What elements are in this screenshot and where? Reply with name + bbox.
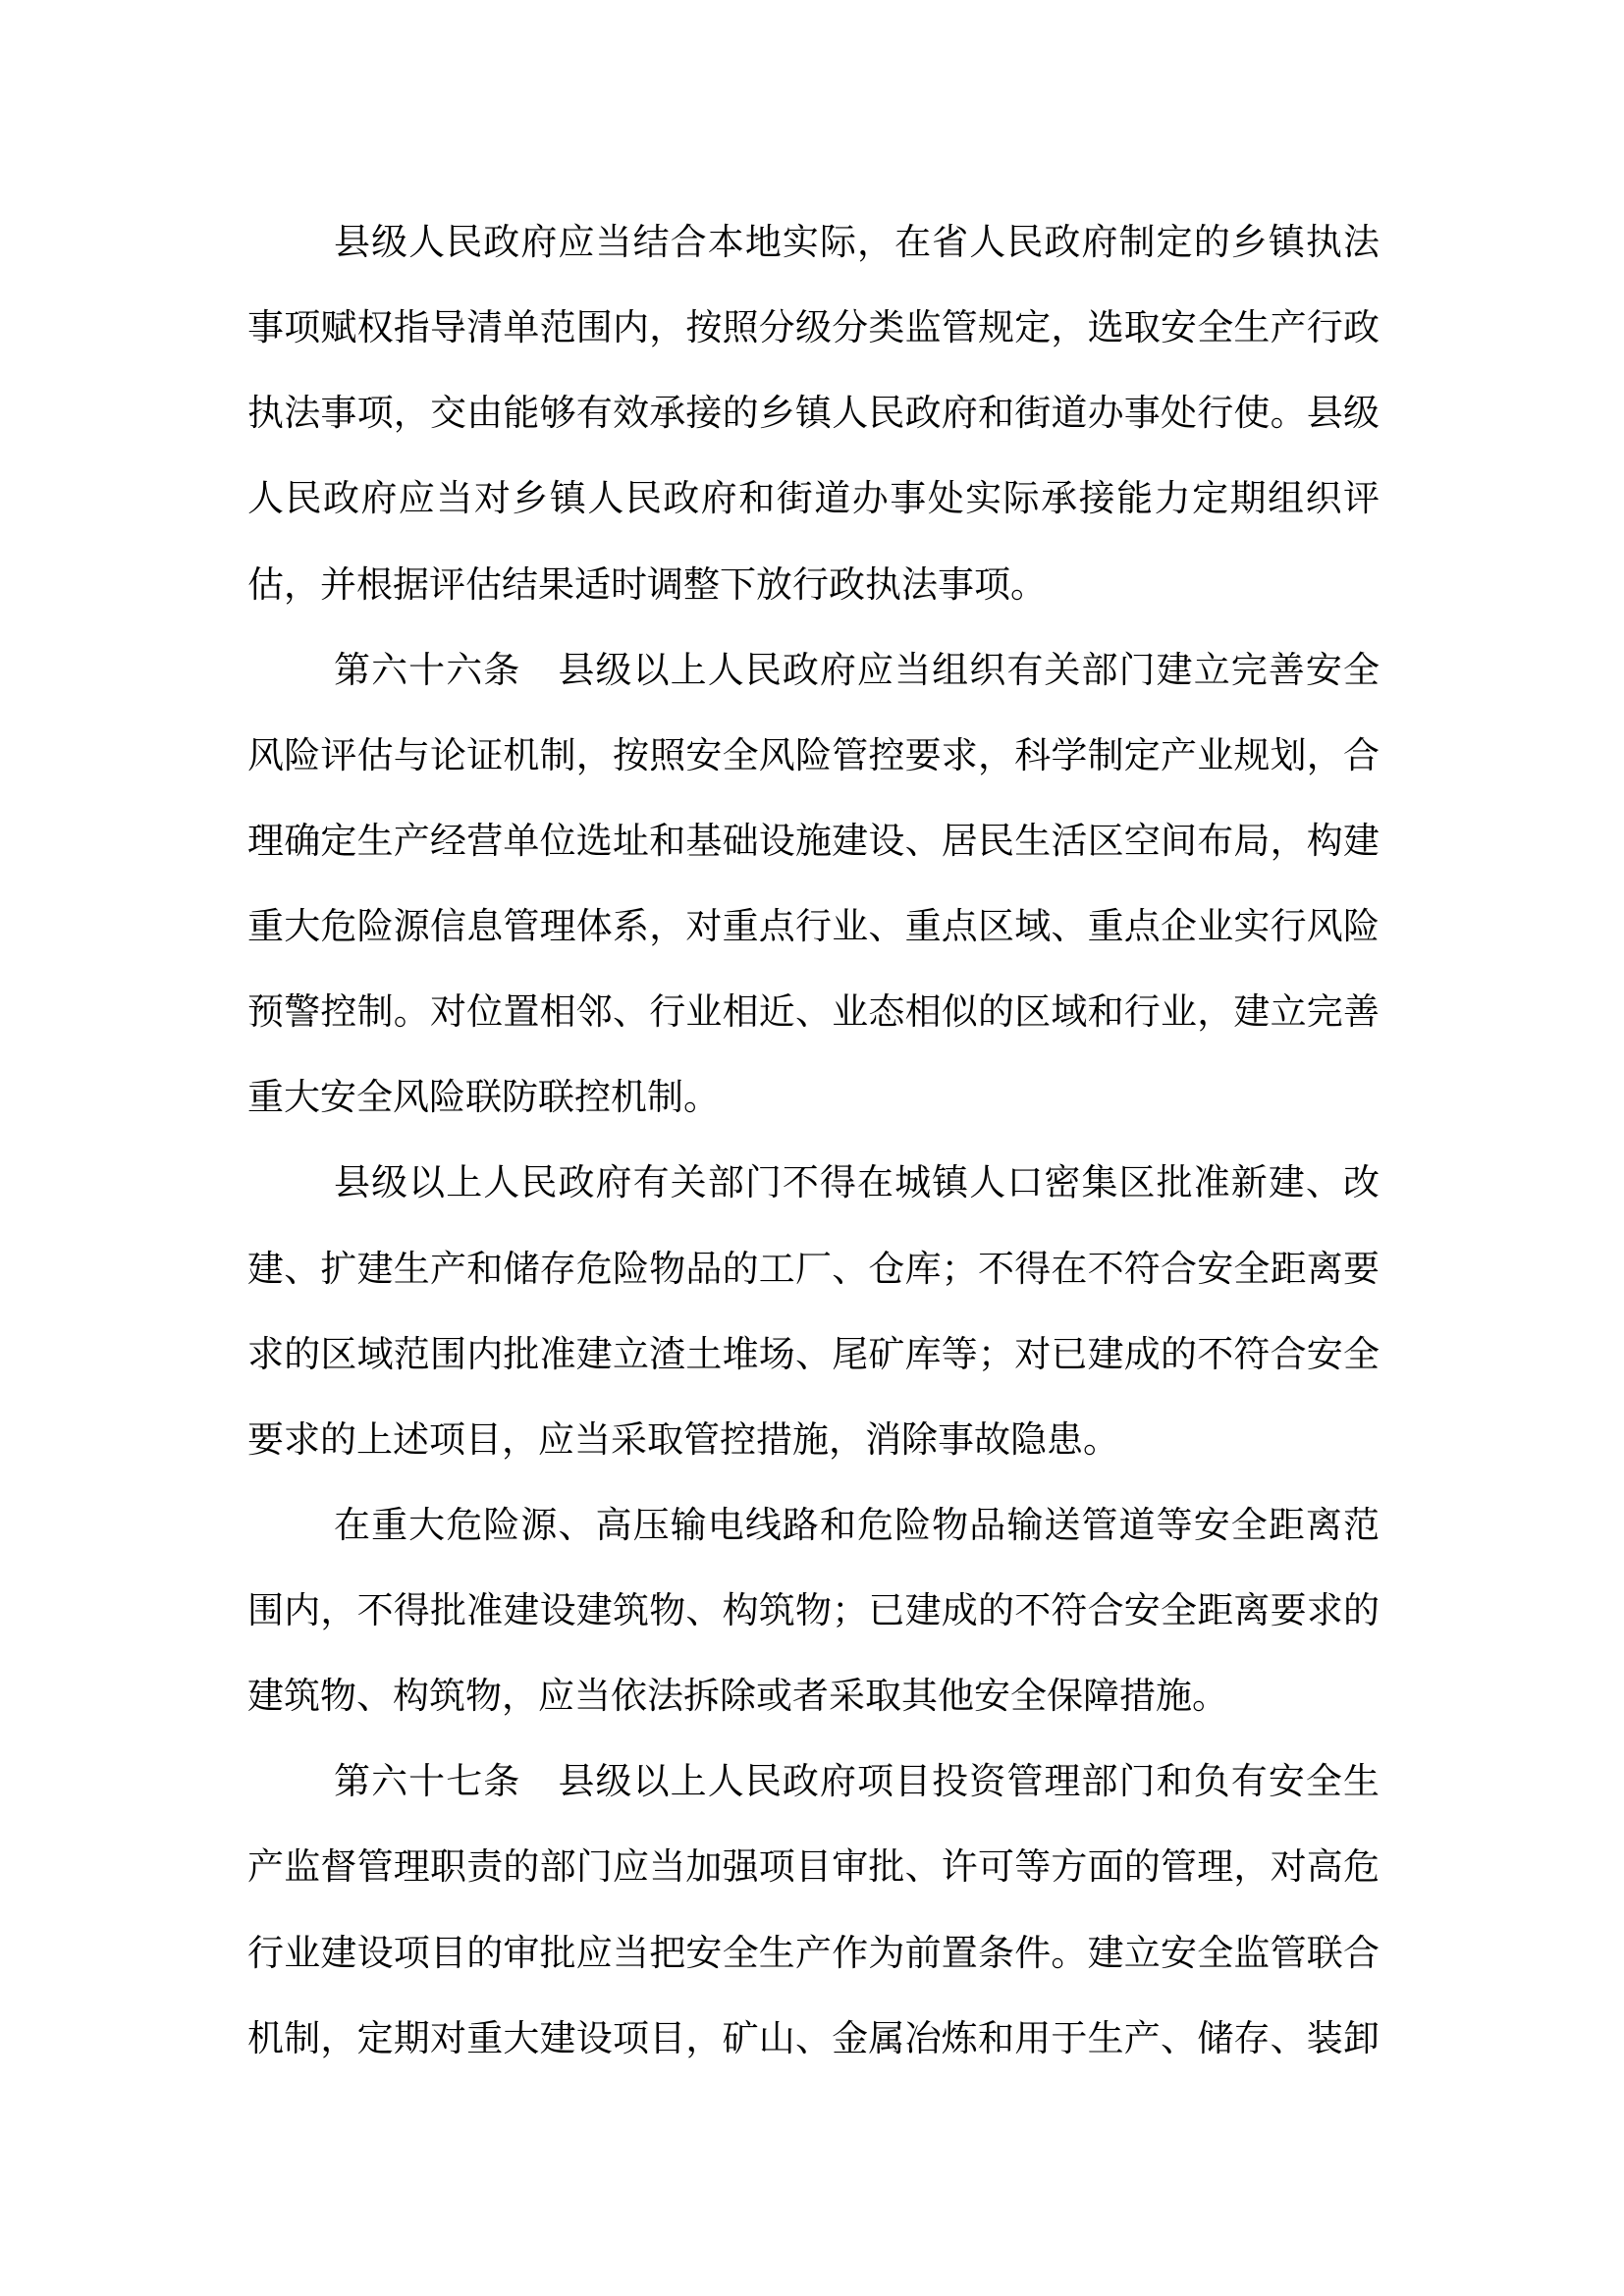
text-line: 事项赋权指导清单范围内，按照分级分类监管规定，选取安全生产行政 xyxy=(247,306,1380,348)
text-line: 机制，定期对重大建设项目，矿山、金属冶炼和用于生产、储存、装卸 xyxy=(247,2017,1380,2059)
article-heading-line: 第六十七条 县级以上人民政府项目投资管理部门和负有安全生 xyxy=(334,1760,1380,1802)
text-line: 重大危险源信息管理体系，对重点行业、重点区域、重点企业实行风险 xyxy=(247,905,1380,947)
article-heading-line: 第六十六条 县级以上人民政府应当组织有关部门建立完善安全 xyxy=(334,649,1380,691)
text-line: 县级以上人民政府有关部门不得在城镇人口密集区批准新建、改 xyxy=(334,1161,1380,1203)
text-line: 围内，不得批准建设建筑物、构筑物；已建成的不符合安全距离要求的 xyxy=(247,1589,1380,1631)
text-line: 建、扩建生产和储存危险物品的工厂、仓库；不得在不符合安全距离要 xyxy=(247,1248,1380,1290)
text-line: 执法事项，交由能够有效承接的乡镇人民政府和街道办事处行使。县级 xyxy=(247,392,1380,434)
text-line: 理确定生产经营单位选址和基础设施建设、居民生活区空间布局，构建 xyxy=(247,820,1380,862)
text-line: 风险评估与论证机制，按照安全风险管控要求，科学制定产业规划，合 xyxy=(247,734,1380,776)
text-line: 在重大危险源、高压输电线路和危险物品输送管道等安全距离范 xyxy=(334,1504,1380,1546)
text-line: 建筑物、构筑物，应当依法拆除或者采取其他安全保障措施。 xyxy=(247,1675,1228,1717)
text-line: 求的区域范围内批准建立渣土堆场、尾矿库等；对已建成的不符合安全 xyxy=(247,1333,1380,1375)
text-line: 预警控制。对位置相邻、行业相近、业态相似的区域和行业，建立完善 xyxy=(247,990,1380,1033)
text-line: 重大安全风险联防联控机制。 xyxy=(247,1076,720,1118)
text-line: 县级人民政府应当结合本地实际，在省人民政府制定的乡镇执法 xyxy=(334,221,1380,263)
text-line: 产监督管理职责的部门应当加强项目审批、许可等方面的管理，对高危 xyxy=(247,1845,1380,1888)
text-line: 人民政府应当对乡镇人民政府和街道办事处实际承接能力定期组织评 xyxy=(247,477,1380,519)
text-line: 估，并根据评估结果适时调整下放行政执法事项。 xyxy=(247,563,1047,606)
text-line: 行业建设项目的审批应当把安全生产作为前置条件。建立安全监管联合 xyxy=(247,1932,1380,1974)
text-line: 要求的上述项目，应当采取管控措施，消除事故隐患。 xyxy=(247,1418,1119,1461)
